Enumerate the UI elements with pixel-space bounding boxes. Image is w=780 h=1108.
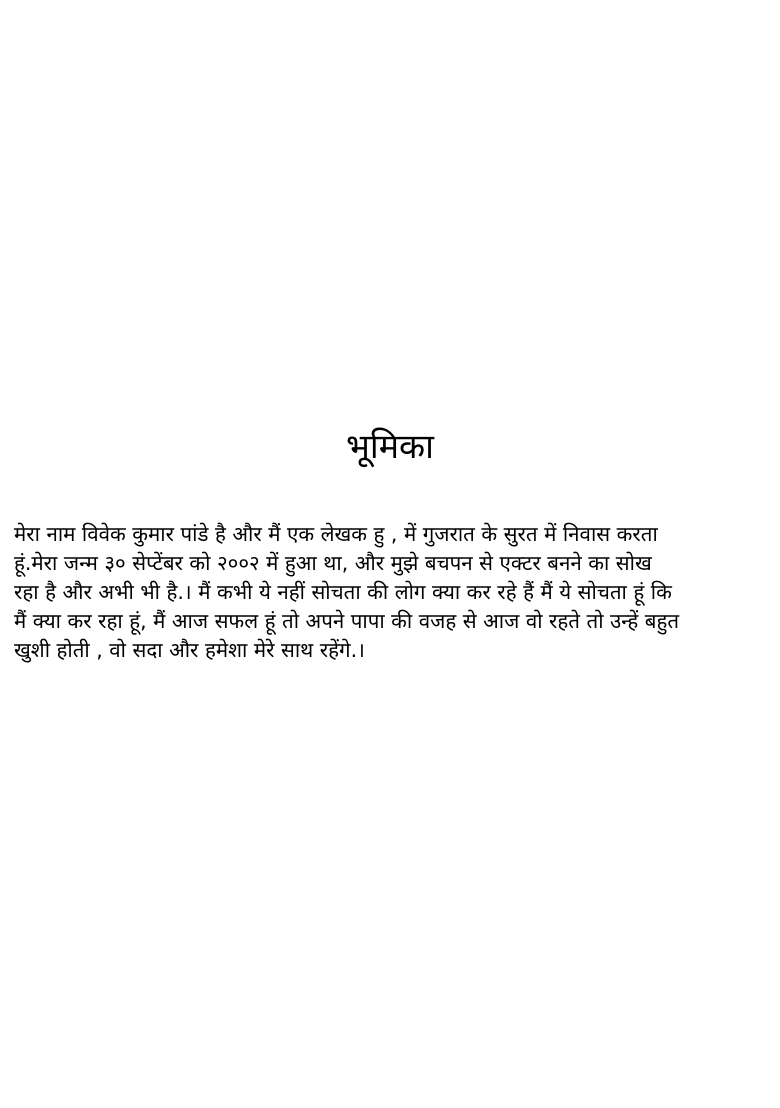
page-title: भूमिका xyxy=(346,427,434,467)
paragraph-line: मैं क्या कर रहा हूं, मैं आज सफल हूं तो अपने पापा की वजह से आज वो रहते तो उन्हें बहुत xyxy=(14,609,680,633)
body-paragraph xyxy=(14,520,774,665)
paragraph-line: खुशी होती , वो सदा और हमेशा मेरे साथ रहेंगे.। xyxy=(14,638,365,662)
paragraph-line: मेरा नाम विवेक कुमार पांडे है और मैं एक लेखक हु , में गुजरात के सुरत में निवास करता xyxy=(14,522,658,546)
paragraph-line: रहा है और अभी भी है.। मैं कभी ये नहीं सोचता की लोग क्या कर रहे हैं मैं ये सोचता हूं कि xyxy=(14,580,672,604)
paragraph-line: हूं.मेरा जन्म ३० सेप्टेंबर को २००२ में हुआ था, और मुझे बचपन से एक्टर बनने का सोख xyxy=(14,551,652,575)
